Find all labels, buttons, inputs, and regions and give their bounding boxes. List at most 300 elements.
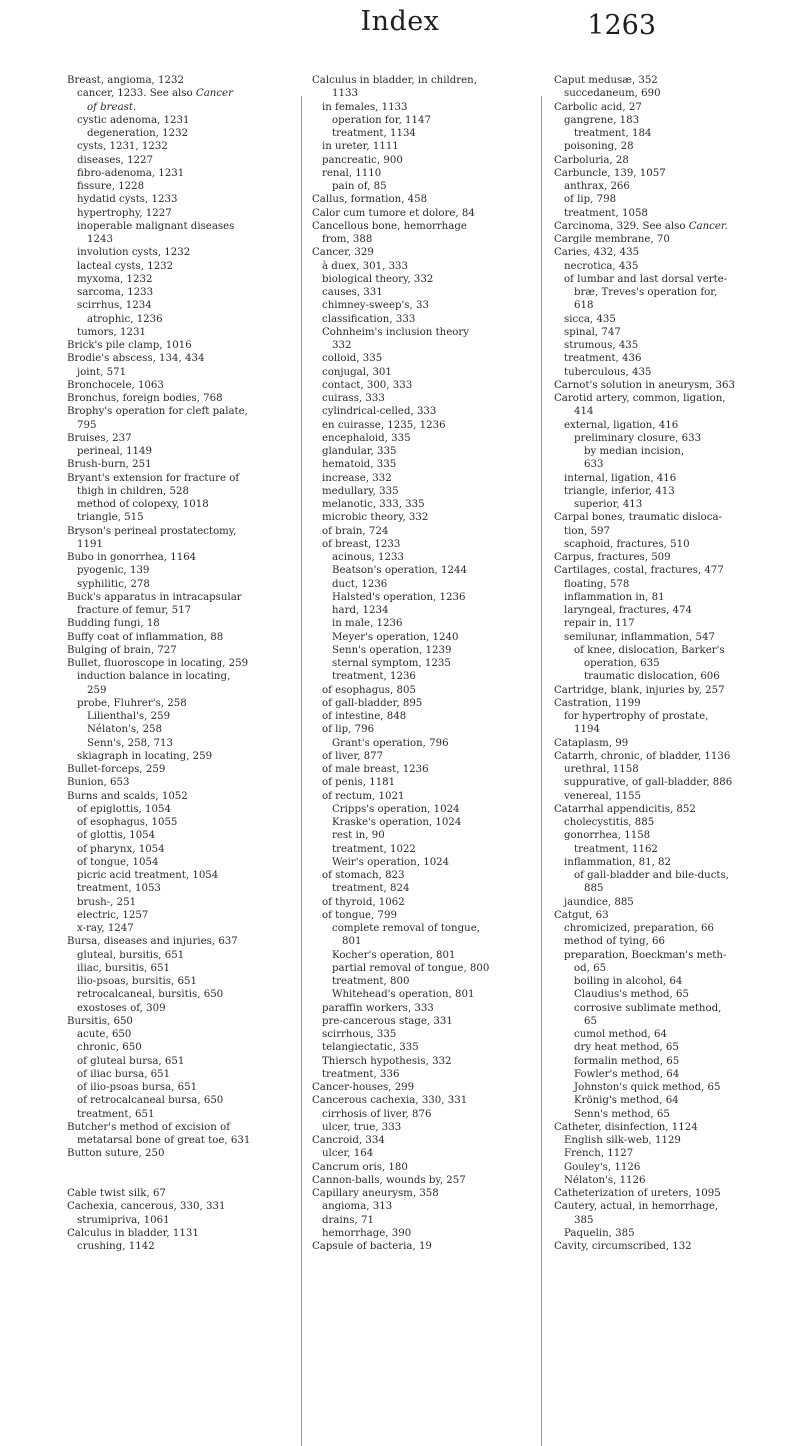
index-subentry <box>67 697 289 710</box>
entry-text: method of colopexy, 1018 <box>77 499 209 510</box>
index-entry <box>312 1094 534 1107</box>
entry-text: method of tying, 66 <box>564 936 666 948</box>
entry-text: repair in, 117 <box>564 618 635 630</box>
index-entry <box>67 1015 289 1028</box>
entry-text: renal, 1110 <box>322 167 382 179</box>
entry-text: Bulging of brain, 727 <box>67 644 177 656</box>
entry-text: triangle, 515 <box>77 512 144 524</box>
entry-text: colloid, 335 <box>322 353 383 365</box>
index-subentry <box>67 1041 289 1054</box>
page-title: Index <box>360 6 440 37</box>
index-subentry <box>312 498 534 511</box>
index-subentry <box>67 750 289 763</box>
entry-text: Cachexia, cancerous, 330, 331 <box>67 1201 226 1213</box>
index-subentry <box>312 1147 534 1160</box>
entry-text: pyogenic, 139 <box>77 565 150 577</box>
index-subentry <box>67 1134 289 1147</box>
entry-text: Bullet, fluoroscope in locating, 259 <box>67 658 249 669</box>
index-subentry <box>554 366 779 379</box>
entry-text: operation for, 1147 <box>332 114 431 126</box>
entry-text: picric acid treatment, 1054 <box>77 870 219 881</box>
index-subentry <box>312 1028 534 1041</box>
index-subentry <box>312 1055 534 1068</box>
entry-text: 1133 <box>332 88 358 100</box>
index-entry <box>67 339 289 352</box>
index-subentry <box>554 180 779 193</box>
entry-text: of stomach, 823 <box>322 870 405 881</box>
entry-text: causes, 331 <box>322 287 383 298</box>
entry-text: inflammation in, 81 <box>564 591 665 603</box>
index-entry <box>67 644 289 657</box>
index-column-3 <box>554 74 779 1253</box>
index-subentry <box>67 670 289 683</box>
index-subentry <box>312 1041 534 1054</box>
index-subentry <box>554 829 779 842</box>
index-subentry <box>554 445 779 458</box>
entry-text: preliminary closure, 633 <box>574 432 702 444</box>
entry-text: Buffy coat of inflammation, 88 <box>67 631 224 643</box>
index-entry <box>554 379 779 392</box>
entry-text: urethral, 1158 <box>564 764 639 775</box>
index-subentry <box>67 1068 289 1081</box>
index-subentry <box>554 1227 779 1240</box>
entry-text: skiagraph in locating, 259 <box>77 750 213 762</box>
index-subentry <box>67 882 289 895</box>
entry-text: of thyroid, 1062 <box>322 896 405 908</box>
entry-text: Fowler's method, 64 <box>574 1068 680 1080</box>
index-entry <box>554 750 779 763</box>
index-subentry <box>67 233 289 246</box>
entry-text: cysts, 1231, 1232 <box>77 141 168 153</box>
entry-text: lacteal cysts, 1232 <box>77 260 174 272</box>
entry-text: cuirass, 333 <box>322 393 385 404</box>
index-subentry <box>554 140 779 153</box>
index-subentry <box>67 101 289 114</box>
entry-text: Johnston's quick method, 65 <box>574 1082 721 1093</box>
index-subentry <box>312 273 534 286</box>
index-subentry <box>554 326 779 339</box>
index-entry <box>67 405 289 418</box>
entry-text: Cataplasm, 99 <box>554 737 629 749</box>
index-subentry <box>554 87 779 100</box>
entry-text: chronic, 650 <box>77 1042 142 1054</box>
index-subentry <box>312 260 534 273</box>
index-subentry <box>67 419 289 432</box>
entry-text: sicca, 435 <box>564 313 616 325</box>
entry-text: Senn's operation, 1239 <box>332 644 452 656</box>
index-subentry <box>312 935 534 948</box>
entry-text: Calculus in bladder, 1131 <box>67 1227 199 1239</box>
entry-text: degeneration, 1232 <box>87 128 189 139</box>
entry-text: Cartilages, costal, fractures, 477 <box>554 565 724 577</box>
entry-text: Calor cum tumore et dolore, 84 <box>312 207 475 219</box>
entry-text: Carboluria, 28 <box>554 154 629 166</box>
entry-text: medullary, 335 <box>322 485 399 497</box>
entry-text: Cancroid, 334 <box>312 1135 385 1146</box>
index-subentry <box>554 1214 779 1227</box>
index-subentry <box>554 1068 779 1081</box>
index-subentry <box>554 1147 779 1160</box>
index-subentry <box>67 1240 289 1253</box>
index-subentry <box>67 511 289 524</box>
index-subentry <box>67 498 289 511</box>
entry-text: complete removal of tongue, <box>332 923 480 934</box>
index-entry <box>67 776 289 789</box>
entry-text: Bronchus, foreign bodies, 768 <box>67 393 223 404</box>
index-entry <box>312 220 534 233</box>
entry-text: perineal, 1149 <box>77 446 153 457</box>
entry-text: bræ, Treves's operation for, <box>574 287 718 298</box>
index-entry <box>554 233 779 246</box>
index-subentry <box>554 869 779 882</box>
index-subentry <box>554 644 779 657</box>
entry-text: Bronchocele, 1063 <box>67 379 164 391</box>
index-subentry <box>554 1108 779 1121</box>
entry-text: Bullet-forceps, 259 <box>67 764 166 775</box>
index-subentry <box>67 988 289 1001</box>
entry-text: 1191 <box>77 538 103 550</box>
entry-text: inoperable malignant diseases <box>77 220 235 232</box>
index-subentry <box>312 975 534 988</box>
index-entry <box>554 909 779 922</box>
index-subentry <box>67 843 289 856</box>
entry-text: Halsted's operation, 1236 <box>332 591 466 603</box>
entry-text: Bubo in gonorrhea, 1164 <box>67 552 197 563</box>
index-subentry <box>554 1134 779 1147</box>
entry-text: strumipriva, 1061 <box>77 1214 170 1226</box>
entry-text: Carbuncle, 139, 1057 <box>554 167 666 179</box>
index-subentry <box>312 458 534 471</box>
index-subentry <box>312 127 534 140</box>
index-subentry <box>554 1094 779 1107</box>
entry-text: of retrocalcaneal bursa, 650 <box>77 1095 224 1107</box>
index-subentry <box>554 657 779 670</box>
entry-text: contact, 300, 333 <box>322 379 413 391</box>
entry-text: treatment, 336 <box>322 1068 400 1080</box>
entry-text: Krönig's method, 64 <box>574 1095 679 1107</box>
entry-text: of male breast, 1236 <box>322 764 429 775</box>
index-subentry <box>554 299 779 312</box>
index-subentry <box>312 776 534 789</box>
entry-text: Brophy's operation for cleft palate, <box>67 406 248 418</box>
entry-text: of ilio-psoas bursa, 651 <box>77 1082 198 1093</box>
entry-text: biological theory, 332 <box>322 273 434 285</box>
index-entry <box>67 525 289 538</box>
entry-text: poisoning, 28 <box>564 141 634 153</box>
index-subentry <box>67 193 289 206</box>
index-subentry <box>554 578 779 591</box>
index-subentry <box>554 405 779 418</box>
index-entry <box>67 551 289 564</box>
entry-text: classification, 333 <box>322 313 416 325</box>
index-subentry <box>312 1121 534 1134</box>
index-subentry <box>312 167 534 180</box>
index-entry <box>312 246 534 259</box>
entry-text: scaphoid, fractures, 510 <box>564 538 690 550</box>
entry-text: laryngeal, fractures, 474 <box>564 605 693 616</box>
index-subentry <box>67 723 289 736</box>
entry-text: hydatid cysts, 1233 <box>77 194 178 206</box>
index-subentry <box>67 180 289 193</box>
entry-text: boiling in alcohol, 64 <box>574 976 683 987</box>
entry-text: Whitehead's operation, 801 <box>332 989 475 1001</box>
entry-text: electric, 1257 <box>77 909 149 921</box>
index-entry <box>554 167 779 180</box>
index-entry <box>554 737 779 750</box>
entry-text: Bryant's extension for fracture of <box>67 472 240 484</box>
index-subentry <box>554 286 779 299</box>
index-entry <box>312 1134 534 1147</box>
index-subentry <box>554 922 779 935</box>
index-subentry <box>312 419 534 432</box>
entry-text: pain of, 85 <box>332 181 387 192</box>
entry-text: Lilienthal's, 259 <box>87 711 171 722</box>
index-entry <box>312 193 534 206</box>
index-subentry <box>554 260 779 273</box>
column-divider <box>301 96 302 1446</box>
entry-text: retrocalcaneal, bursitis, 650 <box>77 989 224 1001</box>
index-subentry <box>67 1028 289 1041</box>
index-subentry <box>67 154 289 167</box>
index-entry <box>67 935 289 948</box>
index-subentry <box>312 922 534 935</box>
entry-text: Cancer-houses, 299 <box>312 1082 415 1093</box>
entry-text: sarcoma, 1233 <box>77 287 154 298</box>
entry-text: of epiglottis, 1054 <box>77 803 171 815</box>
entry-text: probe, Fluhrer's, 258 <box>77 697 187 709</box>
entry-text: Brush-burn, 251 <box>67 459 152 471</box>
index-subentry <box>312 604 534 617</box>
entry-text: chimney-sweep's, 33 <box>322 300 429 312</box>
index-subentry <box>312 909 534 922</box>
index-subentry <box>312 896 534 909</box>
entry-text: ulcer, true, 333 <box>322 1121 402 1133</box>
entry-text: hypertrophy, 1227 <box>77 207 172 219</box>
index-entry <box>67 352 289 365</box>
entry-text: 259 <box>87 684 107 696</box>
index-subentry <box>312 1068 534 1081</box>
index-entry <box>554 564 779 577</box>
index-entry <box>67 458 289 471</box>
entry-text: traumatic dislocation, 606 <box>584 671 720 683</box>
index-subentry <box>67 816 289 829</box>
index-subentry <box>312 723 534 736</box>
line-gap <box>67 1174 289 1187</box>
page-number: 1263 <box>587 10 656 41</box>
index-subentry <box>67 737 289 750</box>
entry-text: Cancrum oris, 180 <box>312 1161 408 1173</box>
entry-text: duct, 1236 <box>332 578 388 590</box>
index-subentry <box>554 472 779 485</box>
entry-text: telangiectatic, 335 <box>322 1042 419 1054</box>
entry-text: gluteal, bursitis, 651 <box>77 949 185 961</box>
entry-text: treatment, 1058 <box>564 207 648 219</box>
entry-text: of intestine, 848 <box>322 711 407 722</box>
entry-text: by median incision, <box>584 446 685 457</box>
index-subentry <box>312 750 534 763</box>
entry-text: in ureter, 1111 <box>322 141 399 153</box>
index-subentry <box>554 525 779 538</box>
entry-text: treatment, 1236 <box>332 671 416 683</box>
index-subentry <box>67 207 289 220</box>
entry-text: 618 <box>574 300 594 312</box>
index-entry <box>554 511 779 524</box>
entry-text: Cavity, circumscribed, 132 <box>554 1241 692 1252</box>
entry-text: en cuirasse, 1235, 1236 <box>322 419 446 431</box>
index-subentry <box>67 220 289 233</box>
entry-text: drains, 71 <box>322 1214 374 1226</box>
entry-text: 801 <box>342 936 362 948</box>
entry-text: of gall-bladder and bile-ducts, <box>574 870 729 881</box>
entry-text: Capillary aneurysm, 358 <box>312 1188 439 1199</box>
entry-text: Bryson's perineal prostatectomy, <box>67 525 237 537</box>
entry-text: anthrax, 266 <box>564 181 630 192</box>
index-subentry <box>67 366 289 379</box>
entry-text: of pharynx, 1054 <box>77 843 165 855</box>
index-subentry <box>312 856 534 869</box>
entry-text: acute, 650 <box>77 1029 132 1040</box>
index-entry <box>67 392 289 405</box>
entry-text: from, 388 <box>322 234 373 245</box>
entry-text: Bursitis, 650 <box>67 1015 133 1027</box>
index-subentry <box>67 445 289 458</box>
index-subentry <box>67 538 289 551</box>
index-subentry <box>312 525 534 538</box>
entry-text: gonorrhea, 1158 <box>564 830 651 842</box>
entry-text: of iliac bursa, 651 <box>77 1068 171 1080</box>
entry-text: Carotid artery, common, ligation, <box>554 393 726 404</box>
index-entry <box>312 1161 534 1174</box>
entry-text: 795 <box>77 419 97 431</box>
entry-text: of penis, 1181 <box>322 777 396 789</box>
entry-text: rest in, 90 <box>332 830 385 842</box>
index-subentry <box>312 1200 534 1213</box>
entry-text: glandular, 335 <box>322 446 397 457</box>
entry-text: Caput medusæ, 352 <box>554 75 658 86</box>
entry-cross-reference: Cancer <box>195 88 233 100</box>
index-subentry <box>312 644 534 657</box>
entry-text: Nélaton's, 258 <box>87 724 163 736</box>
entry-text: Capsule of bacteria, 19 <box>312 1241 432 1252</box>
entry-text: 633 <box>584 459 604 471</box>
entry-text: diseases, 1227 <box>77 154 153 166</box>
index-subentry <box>554 604 779 617</box>
index-subentry <box>312 564 534 577</box>
index-entry <box>67 1187 289 1200</box>
index-subentry <box>312 366 534 379</box>
entry-text: cirrhosis of liver, 876 <box>322 1108 432 1120</box>
entry-text: iliac, bursitis, 651 <box>77 962 170 974</box>
index-entry <box>67 1121 289 1134</box>
index-entry <box>312 1240 534 1253</box>
index-subentry <box>312 591 534 604</box>
entry-text: Paquelin, 385 <box>564 1227 635 1239</box>
entry-text: Beatson's operation, 1244 <box>332 565 467 577</box>
entry-text: treatment, 1053 <box>77 883 161 895</box>
index-subentry <box>67 1055 289 1068</box>
index-subentry <box>312 286 534 299</box>
entry-text: microbic theory, 332 <box>322 512 429 524</box>
index-subentry <box>312 1227 534 1240</box>
entry-text: ilio-psoas, bursitis, 651 <box>77 976 197 987</box>
index-subentry <box>312 869 534 882</box>
entry-text: treatment, 1162 <box>574 843 658 855</box>
entry-text: cancer, 1233. See also <box>77 88 196 100</box>
column-divider <box>541 96 542 1446</box>
index-subentry <box>554 114 779 127</box>
index-subentry <box>67 829 289 842</box>
entry-text: exostoses of, 309 <box>77 1002 166 1014</box>
index-subentry <box>312 631 534 644</box>
entry-text: angioma, 313 <box>322 1201 393 1213</box>
index-entry <box>312 74 534 87</box>
index-subentry <box>312 472 534 485</box>
index-subentry <box>554 776 779 789</box>
entry-text: Cable twist silk, 67 <box>67 1188 166 1199</box>
entry-text: Carnot's solution in aneurysm, 363 <box>554 379 735 391</box>
entry-text: of lumbar and last dorsal verte- <box>564 273 728 285</box>
index-entry <box>554 1200 779 1213</box>
entry-text: cumol method, 64 <box>574 1029 667 1040</box>
entry-text: in male, 1236 <box>332 618 403 630</box>
index-subentry <box>312 1015 534 1028</box>
entry-text: in females, 1133 <box>322 101 408 113</box>
index-entry <box>554 803 779 816</box>
entry-text: x-ray, 1247 <box>77 923 134 934</box>
index-subentry <box>554 763 779 776</box>
index-subentry <box>554 485 779 498</box>
index-subentry <box>312 949 534 962</box>
index-subentry <box>312 578 534 591</box>
index-entry <box>67 472 289 485</box>
index-subentry <box>554 313 779 326</box>
entry-text: Cautery, actual, in hemorrhage, <box>554 1201 719 1213</box>
entry-text: venereal, 1155 <box>564 790 642 802</box>
index-subentry <box>554 710 779 723</box>
index-subentry <box>312 803 534 816</box>
index-subentry <box>67 856 289 869</box>
entry-text: English silk-web, 1129 <box>564 1135 681 1146</box>
entry-text: hard, 1234 <box>332 605 389 616</box>
entry-text: of glottis, 1054 <box>77 830 156 842</box>
index-entry <box>554 697 779 710</box>
line-gap <box>67 1161 289 1174</box>
entry-text: brush-, 251 <box>77 896 137 908</box>
entry-text: Catarrh, chronic, of bladder, 1136 <box>554 750 731 762</box>
index-subentry <box>554 273 779 286</box>
index-subentry <box>554 949 779 962</box>
entry-text: superior, 413 <box>574 499 643 510</box>
entry-text: thigh in children, 528 <box>77 485 189 497</box>
entry-text: Carpal bones, traumatic disloca- <box>554 512 723 524</box>
index-subentry <box>312 233 534 246</box>
entry-text: gangrene, 183 <box>564 114 640 126</box>
index-subentry <box>554 617 779 630</box>
index-subentry <box>312 140 534 153</box>
entry-text: Kocher's operation, 801 <box>332 949 456 961</box>
entry-text: tuberculous, 435 <box>564 366 652 378</box>
entry-text: tion, 597 <box>564 525 610 537</box>
index-subentry <box>67 167 289 180</box>
index-subentry <box>312 829 534 842</box>
index-subentry <box>554 1002 779 1015</box>
index-subentry <box>67 1108 289 1121</box>
entry-text: 65 <box>584 1015 597 1027</box>
index-column-1 <box>67 74 289 1253</box>
entry-text: Grant's operation, 796 <box>332 737 449 749</box>
index-subentry <box>554 538 779 551</box>
entry-text: Carcinoma, 329. See also <box>554 220 689 232</box>
